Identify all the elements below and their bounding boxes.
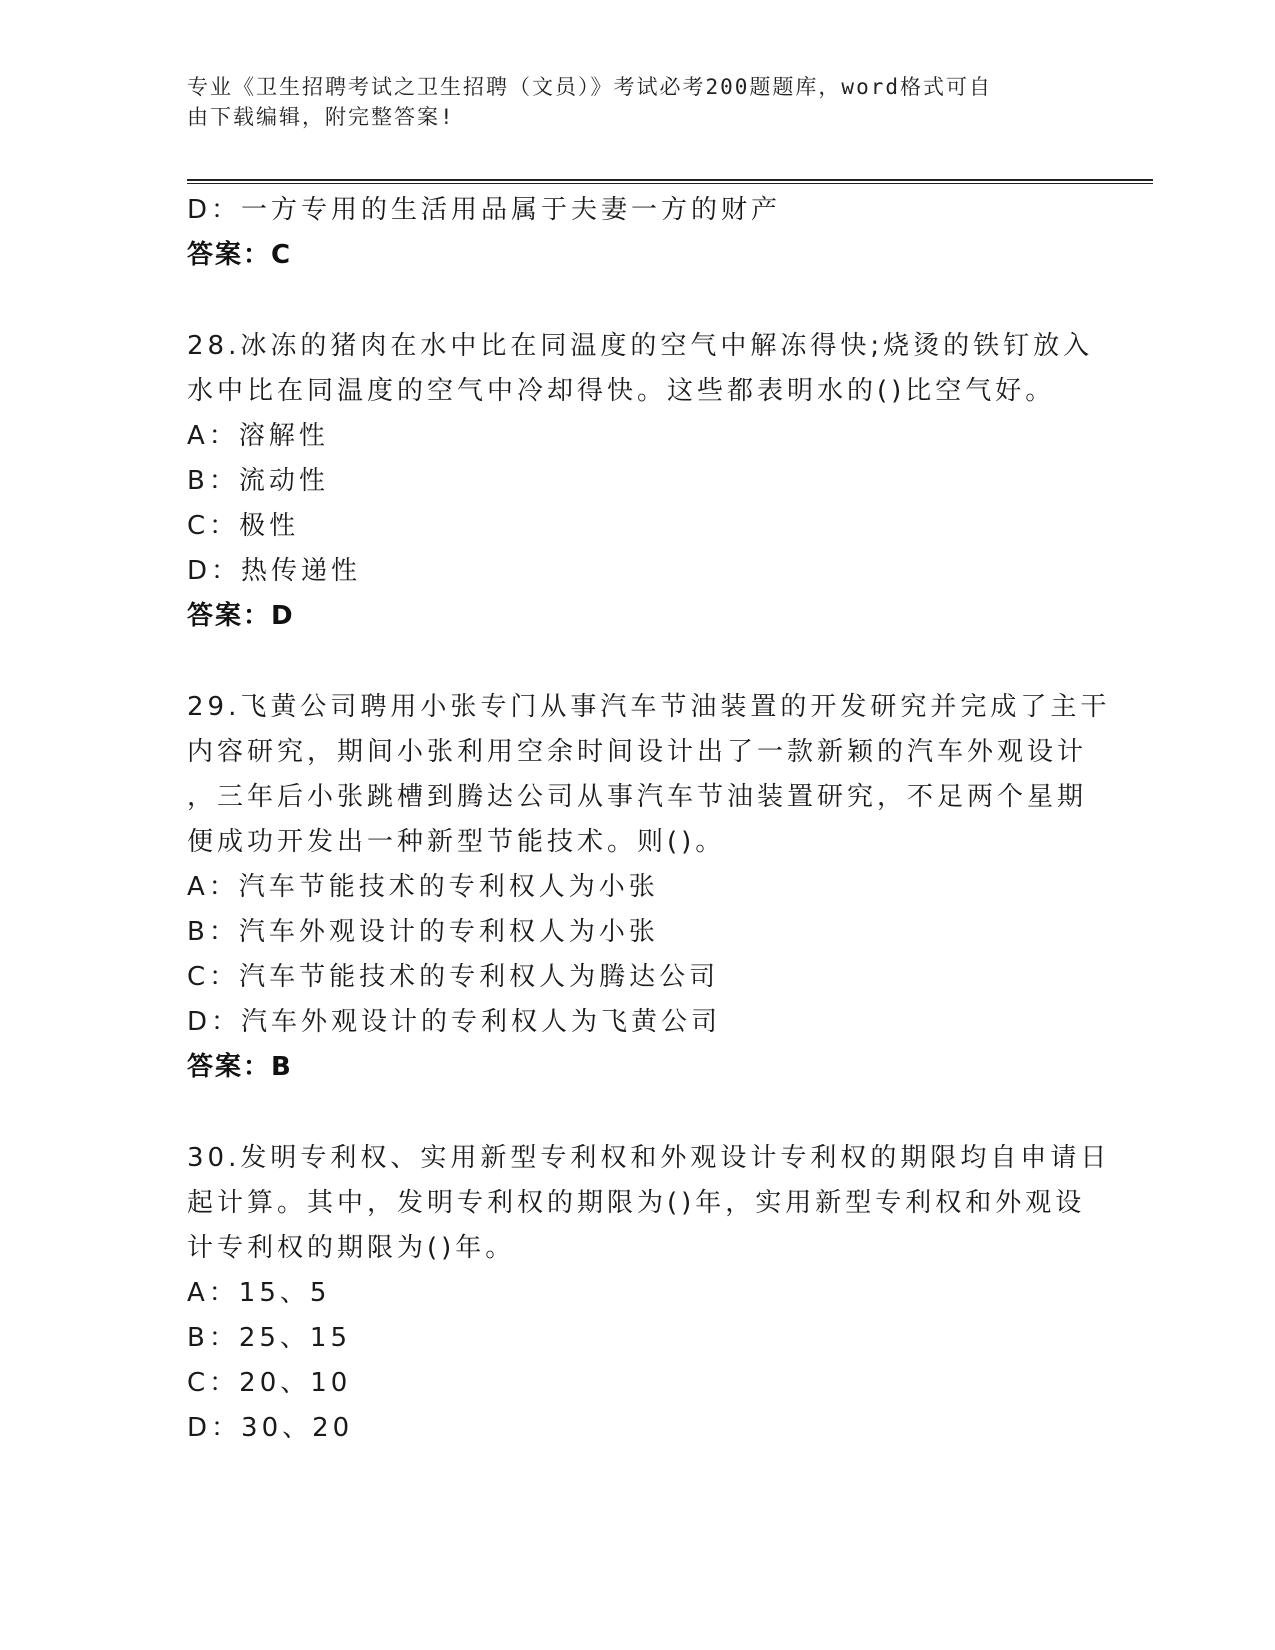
header-divider (187, 179, 1153, 181)
option-d: D：30、20 (187, 1413, 354, 1443)
question-line: 30.发明专利权、实用新型专利权和外观设计专利权的期限均自申请日 (187, 1143, 1111, 1173)
answer: 答案：D (187, 601, 295, 631)
header-line: 由下载编辑，附完整答案! (187, 105, 455, 129)
option-b: B：25、15 (187, 1323, 352, 1353)
question-28 (187, 324, 1094, 639)
header-line: 专业《卫生招聘考试之卫生招聘（文员）》考试必考200题题库，word格式可自 (187, 75, 992, 99)
question-line: 28.冰冻的猪肉在水中比在同温度的空气中解冻得快;烧烫的铁钉放入 (187, 331, 1094, 361)
question-line: ，三年后小张跳槽到腾达公司从事汽车节油装置研究，不足两个星期 (187, 782, 1088, 812)
option-d: D：汽车外观设计的专利权人为飞黄公司 (187, 1007, 722, 1037)
question-line: 起计算。其中，发明专利权的期限为()年，实用新型专利权和外观设 (187, 1188, 1086, 1218)
option-b: B：流动性 (187, 466, 329, 496)
question-line: 便成功开发出一种新型节能技术。则()。 (187, 827, 726, 857)
answer: 答案：C (187, 240, 293, 270)
option-a: A：汽车节能技术的专利权人为小张 (187, 872, 659, 902)
question-line: 内容研究，期间小张利用空余时间设计出了一款新颖的汽车外观设计 (187, 737, 1088, 767)
option-c: C：汽车节能技术的专利权人为腾达公司 (187, 962, 720, 992)
question-line: 计专利权的期限为()年。 (187, 1233, 516, 1263)
option-c: C：极性 (187, 511, 300, 541)
question-content (187, 188, 1111, 1451)
question-text (187, 1136, 1111, 1271)
option-b: B：汽车外观设计的专利权人为小张 (187, 917, 659, 947)
option-d: D：一方专用的生活用品属于夫妻一方的财产 (187, 195, 782, 225)
question-line: 水中比在同温度的空气中冷却得快。这些都表明水的()比空气好。 (187, 376, 1056, 406)
answer: 答案：B (187, 1052, 293, 1082)
option-d: D：热传递性 (187, 556, 362, 586)
option-a: A：溶解性 (187, 421, 329, 451)
question-text (187, 685, 1111, 865)
previous-question-tail (187, 188, 1067, 278)
header-divider-thin (187, 183, 1153, 184)
question-29 (187, 685, 1111, 1090)
option-c: C：20、10 (187, 1368, 352, 1398)
question-30 (187, 1136, 1111, 1451)
option-a: A：15、5 (187, 1278, 331, 1308)
question-line: 29.飞黄公司聘用小张专门从事汽车节油装置的开发研究并完成了主干 (187, 692, 1111, 722)
question-text (187, 324, 1094, 414)
page-header (187, 72, 1067, 132)
